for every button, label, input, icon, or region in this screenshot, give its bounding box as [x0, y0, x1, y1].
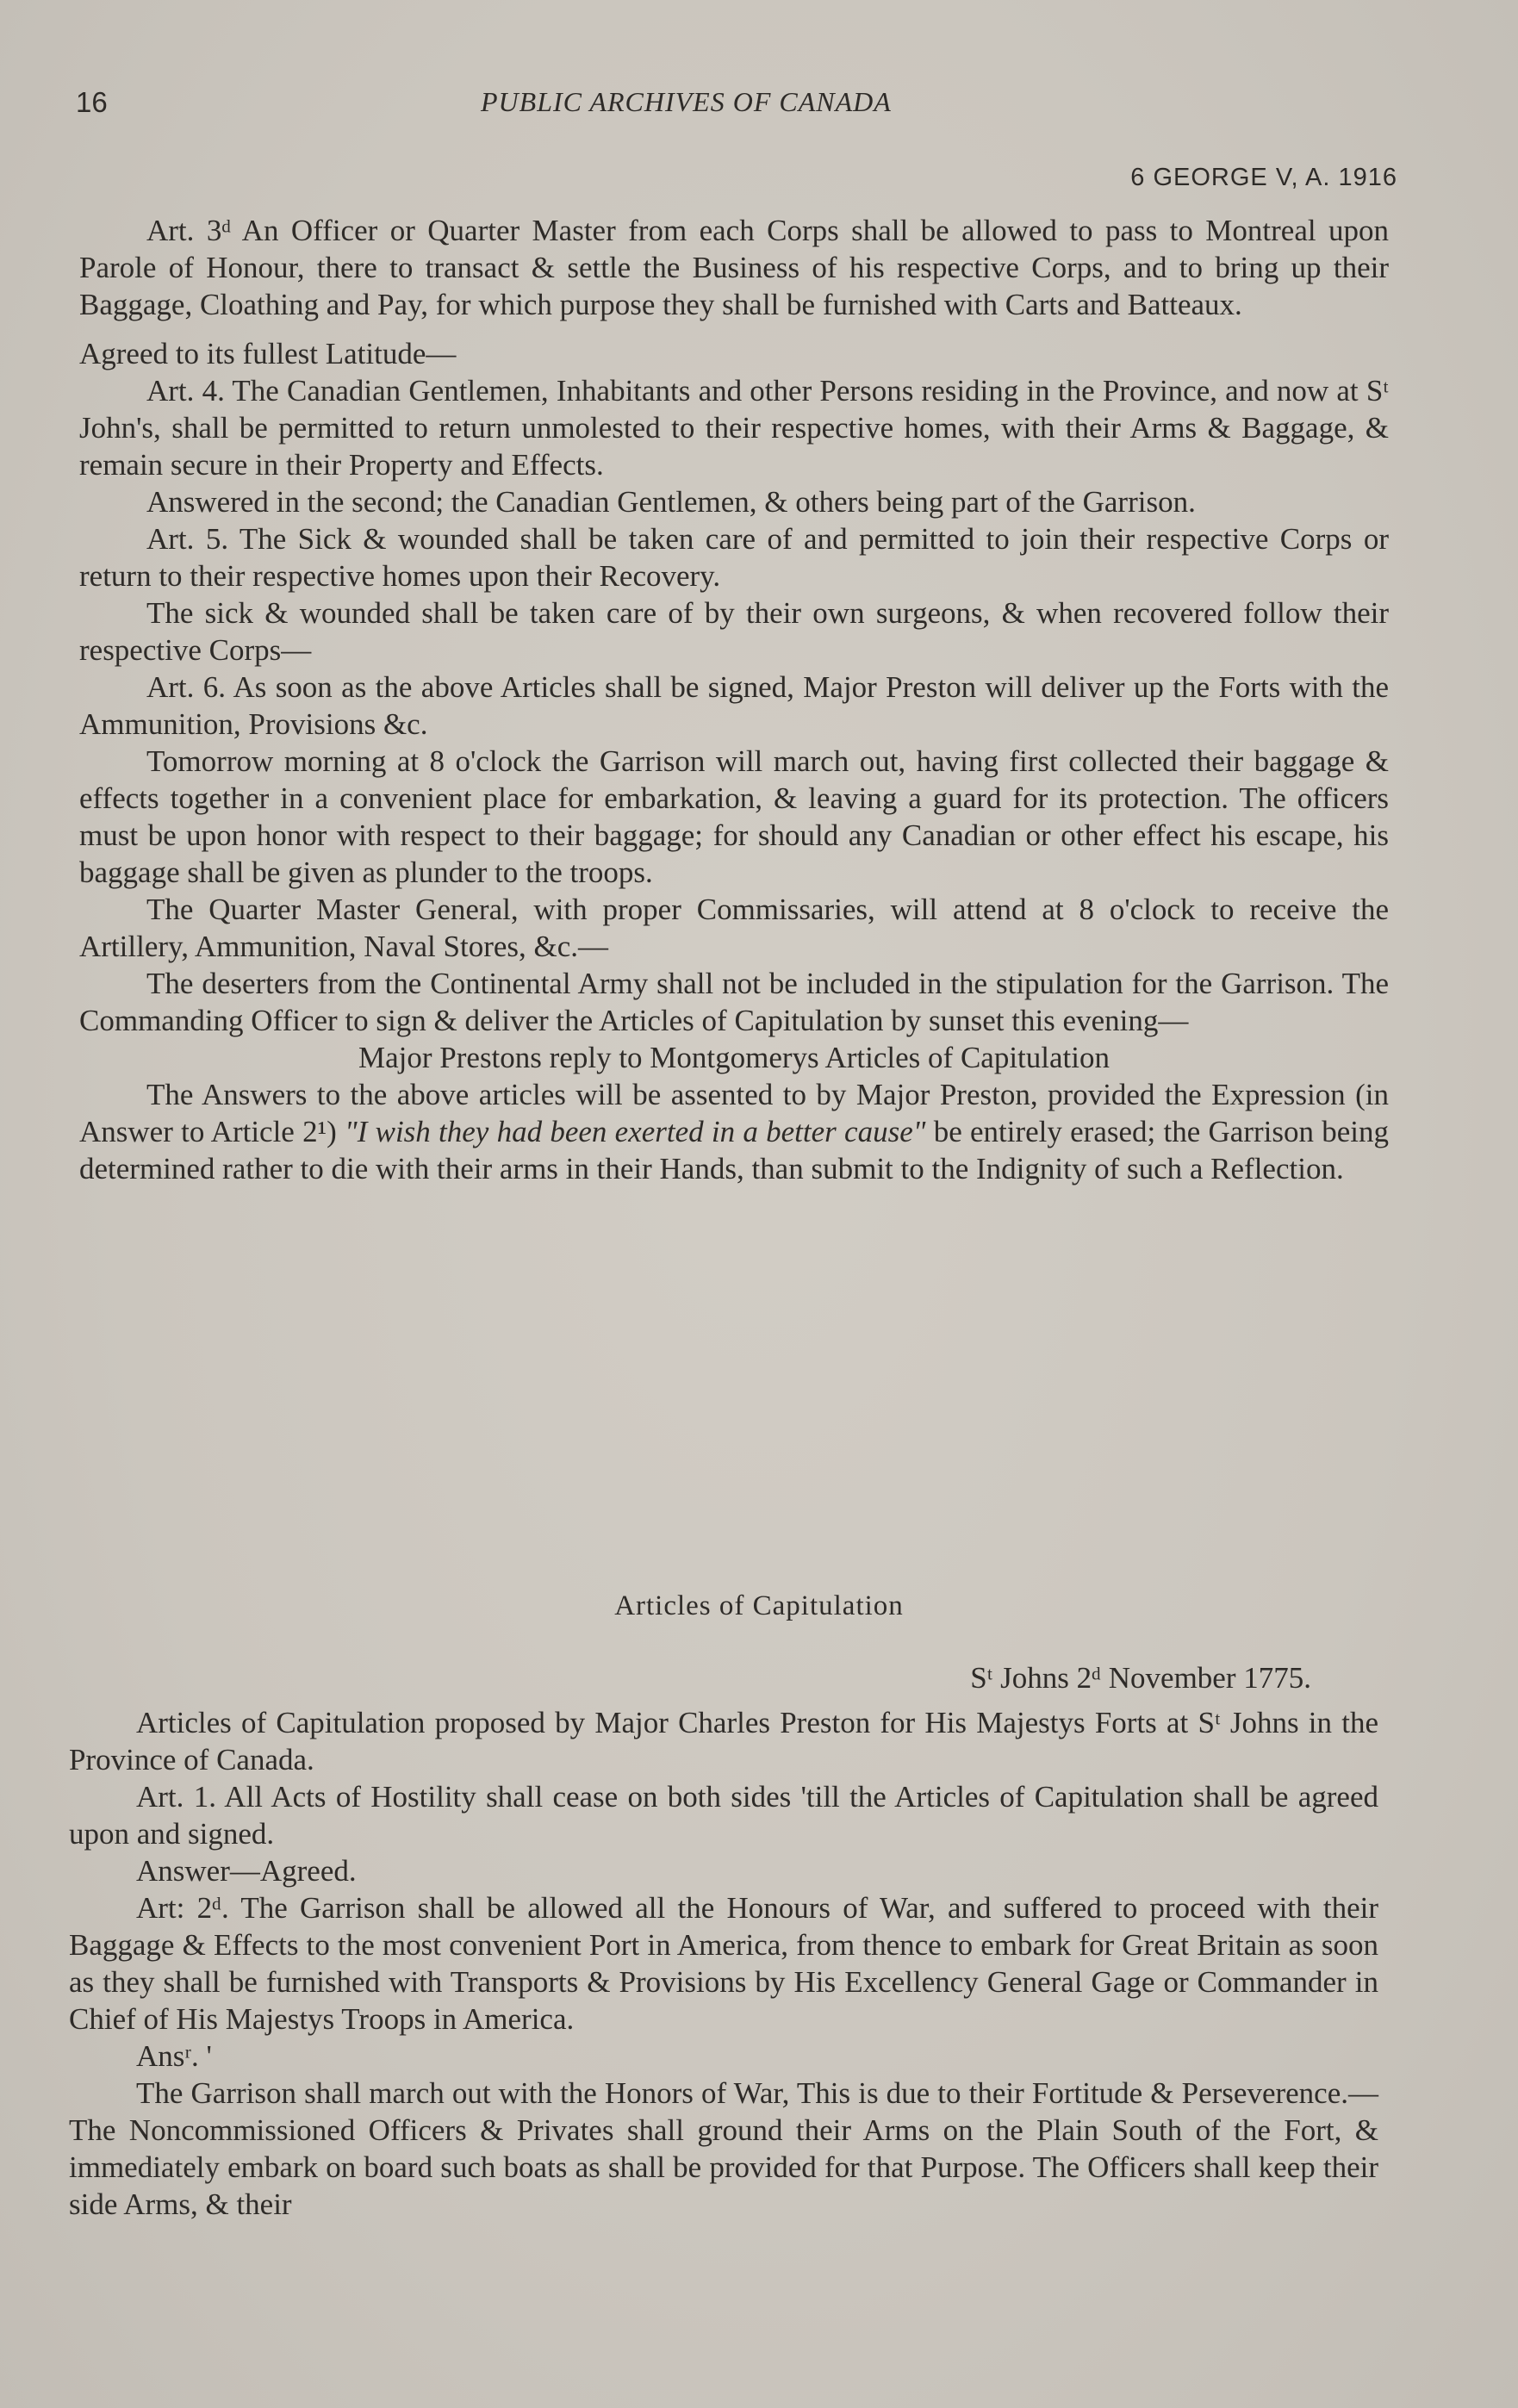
articles-answers-section	[79, 212, 1389, 1187]
dateline: Sᵗ Johns 2ᵈ November 1775.	[970, 1661, 1311, 1695]
paragraph: The Quarter Master General, with proper Commissaries, will attend at 8 o'clock to receive the Artillery, Ammunition, Naval Stores, &c.—	[79, 893, 1389, 963]
paragraph: The deserters from the Continental Army shall not be included in the stipulation for the Garrison. The Commanding Officer to sign & deliver the Articles of Capitulation by sunset this evening—	[79, 967, 1389, 1037]
paragraph: Articles of Capitulation proposed by Major Charles Preston for His Majestys Forts at Sᵗ Johns in the Province of Canada.	[69, 1706, 1378, 1776]
articles-of-capitulation-section	[69, 1704, 1378, 2223]
page-header	[76, 86, 1420, 138]
paragraph: The Garrison shall march out with the Honors of War, This is due to their Fortitude & Perseverence.—The Noncommissioned Officers & Privates shall ground their Arms on the Plain South of the Fort, & immediately embark on board such boats as shall be provided for that Purpose. The Officers shall keep their side Arms, & their	[69, 2076, 1378, 2221]
paragraph: Art. 3ᵈ An Officer or Quarter Master from each Corps shall be allowed to pass to Montreal upon Parole of Honour, there to transact & settle the Business of his respective Corps, and to bring up their Baggage, Cloathing and Pay, for which purpose they shall be furnished with Carts and Batteaux.	[79, 214, 1389, 321]
running-title: PUBLIC ARCHIVES OF CANADA	[481, 86, 892, 117]
session-reference: 6 GEORGE V, A. 1916	[1130, 164, 1397, 191]
quoted-expression: "I wish they had been exerted in a better cause"	[345, 1115, 926, 1148]
paragraph: The sick & wounded shall be taken care of by their own surgeons, & when recovered follow their respective Corps—	[79, 596, 1389, 667]
section-title: Articles of Capitulation	[614, 1590, 904, 1621]
paragraph: Tomorrow morning at 8 o'clock the Garrison will march out, having first collected their baggage & effects together in a convenient place for embarkation, & leaving a guard for its protection. The officers must be upon honor with respect to their baggage; for should any Canadian or other effect his escape, his baggage shall be given as plunder to the troops.	[79, 744, 1389, 889]
paragraph	[79, 1076, 1389, 1187]
paragraph-text: be entirely erased; the Garrison being determined rather to die with their arms in their Hands, than submit to the Indignity of such a Reflection.	[79, 1115, 1389, 1185]
paragraph: Art: 2ᵈ. The Garrison shall be allowed all the Honours of War, and suffered to proceed with their Baggage & Effects to the most convenient Port in America, from thence to embark for Great Britain as soon as they shall be furnished with Transports & Provisions by His Excellency General Gage or Commander in Chief of His Majestys Troops in America.	[69, 1891, 1378, 2036]
paragraph: Answer—Agreed.	[136, 1854, 357, 1888]
paragraph: Art. 4. The Canadian Gentlemen, Inhabitants and other Persons residing in the Province, and now at Sᵗ John's, shall be permitted to return unmolested to their respective homes, with their Arms & Baggage, & remain secure in their Property and Effects.	[79, 374, 1389, 482]
paragraph: Answered in the second; the Canadian Gentlemen, & others being part of the Garrison.	[146, 485, 1196, 519]
paragraph: Ansʳ. '	[136, 2039, 212, 2073]
paragraph-text: The Answers to the above articles will be assented to by Major Preston, provided the Expression (in Answer to Article 2¹)	[79, 1078, 1389, 1148]
subheading: Major Prestons reply to Montgomerys Articles of Capitulation	[358, 1041, 1110, 1074]
paragraph: Art. 5. The Sick & wounded shall be taken care of and permitted to join their respective Corps or return to their respective homes upon their Recovery.	[79, 522, 1389, 593]
paragraph: Art. 6. As soon as the above Articles shall be signed, Major Preston will deliver up the Forts with the Ammunition, Provisions &c.	[79, 670, 1389, 741]
paragraph: Art. 1. All Acts of Hostility shall cease on both sides 'till the Articles of Capitulation shall be agreed upon and signed.	[69, 1780, 1378, 1851]
paragraph: Agreed to its fullest Latitude—	[79, 337, 457, 370]
page-number: 16	[76, 86, 108, 118]
